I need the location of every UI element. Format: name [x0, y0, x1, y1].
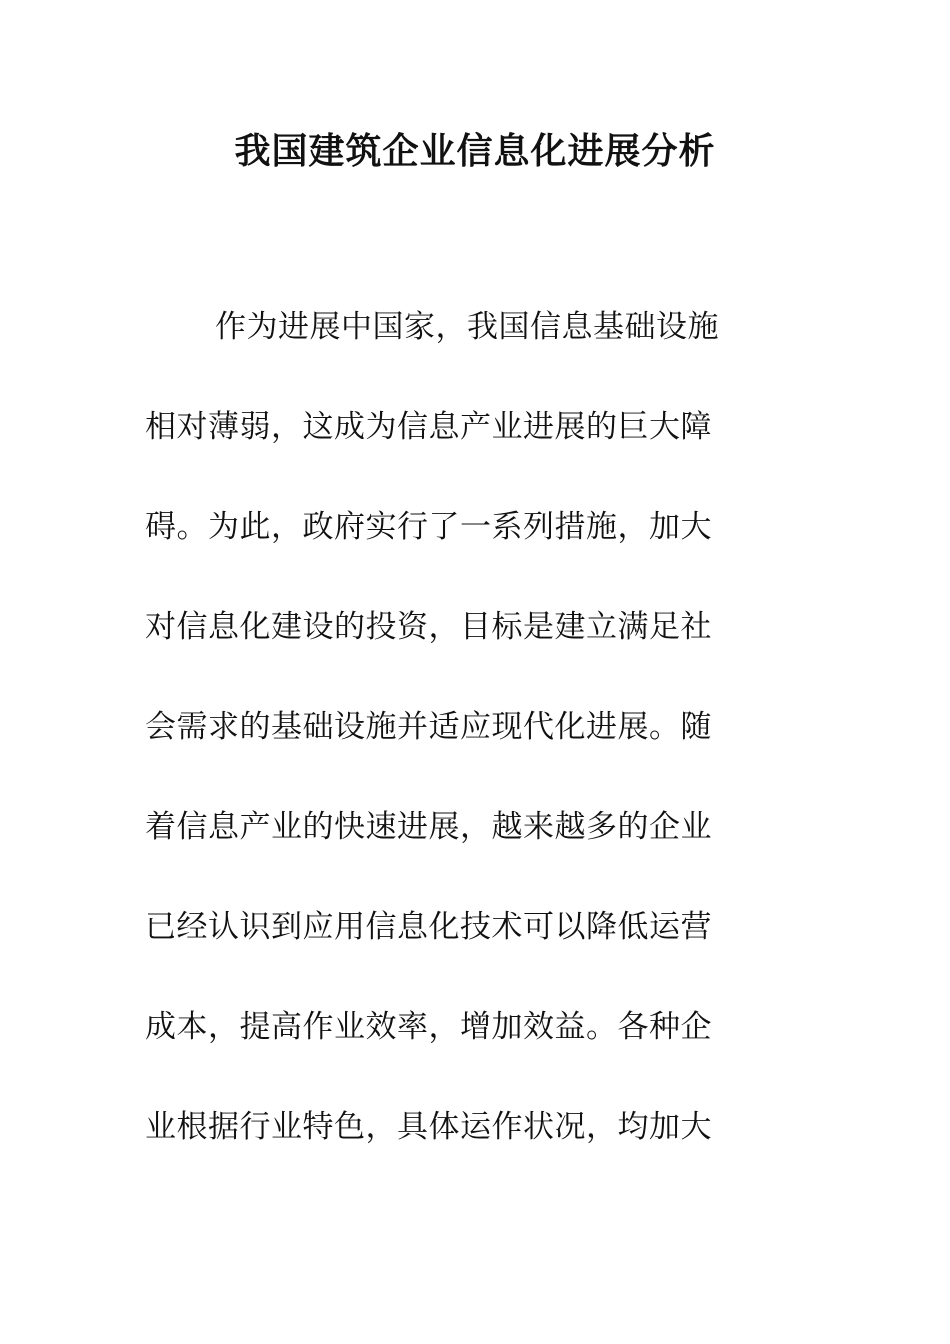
paragraph-line: 成本，提高作业效率，增加效益。各种企 [145, 1009, 712, 1045]
body-paragraph [145, 303, 785, 1203]
document-title: 我国建筑企业信息化进展分析 [234, 131, 716, 172]
paragraph-line: 业根据行业特色，具体运作状况，均加大 [145, 1109, 712, 1145]
paragraph-line: 会需求的基础设施并适应现代化进展。随 [145, 709, 712, 745]
paragraph-line: 碍。为此，政府实行了一系列措施，加大 [145, 509, 712, 545]
paragraph-line: 相对薄弱，这成为信息产业进展的巨大障 [145, 409, 712, 445]
paragraph-line: 已经认识到应用信息化技术可以降低运营 [145, 909, 712, 945]
paragraph-line: 对信息化建设的投资，目标是建立满足社 [145, 609, 712, 645]
paragraph-line: 着信息产业的快速进展，越来越多的企业 [145, 809, 712, 845]
paragraph-line: 作为进展中国家，我国信息基础设施 [215, 309, 719, 345]
